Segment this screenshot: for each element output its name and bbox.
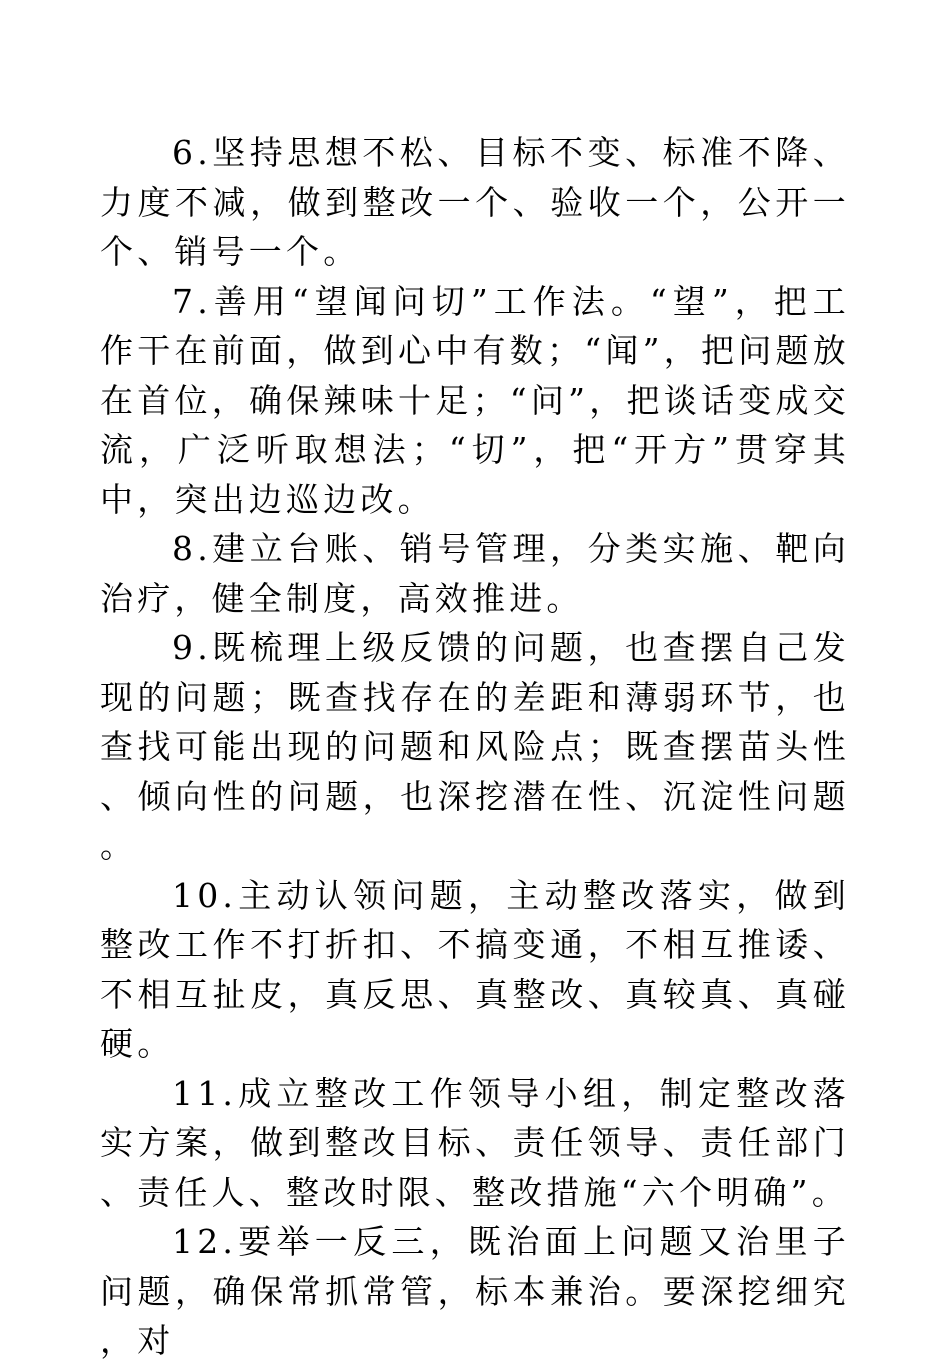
paragraph-12: 12.要举一反三，既治面上问题又治里子问题，确保常抓常管，标本兼治。要深挖细究，对 [100, 1222, 850, 1360]
paragraph-8: 8.建立台账、销号管理，分类实施、靶向治疗，健全制度，高效推进。 [100, 529, 850, 618]
paragraph-9: 9.既梳理上级反馈的问题，也查摆自己发现的问题；既查找存在的差距和薄弱环节，也查找可能出现的问题和风险点；既查摆苗头性、倾向性的问题，也深挖潜在性、沉淀性问题。 [100, 628, 850, 865]
paragraph-7: 7.善用“望闻问切”工作法。“望”，把工作干在前面，做到心中有数；“闻”，把问题放在首位，确保辣味十足；“问”，把谈话变成交流，广泛听取想法；“切”，把“开方”贯穿其中，突出边巡边改。 [100, 281, 850, 519]
paragraph-6: 6.坚持思想不松、目标不变、标准不降、力度不减，做到整改一个、验收一个，公开一个、销号一个。 [100, 133, 850, 271]
paragraph-11: 11.成立整改工作领导小组，制定整改落实方案，做到整改目标、责任领导、责任部门、责任人、整改时限、整改措施“六个明确”。 [100, 1073, 850, 1212]
paragraph-10: 10.主动认领问题，主动整改落实，做到整改工作不打折扣、不搞变通，不相互推诿、不相互扯皮，真反思、真整改、真较真、真碰硬。 [100, 875, 850, 1063]
